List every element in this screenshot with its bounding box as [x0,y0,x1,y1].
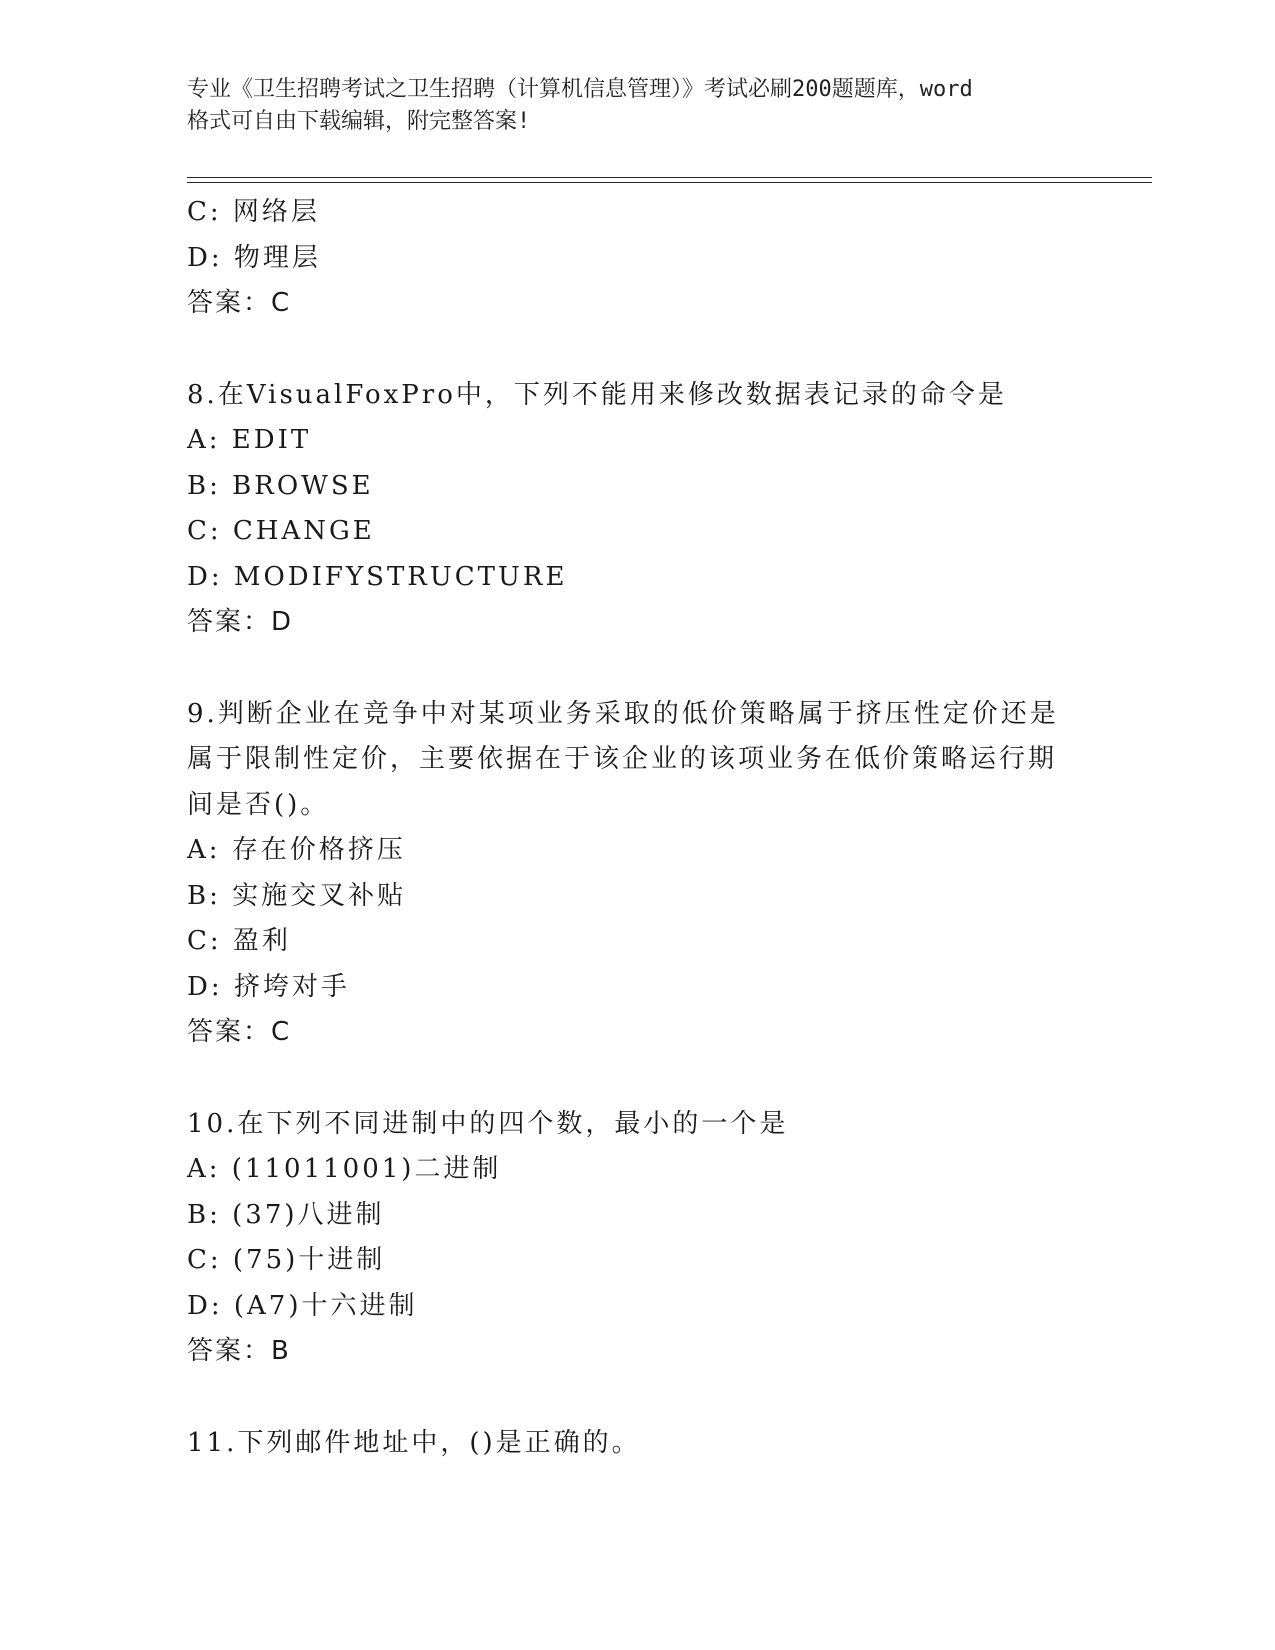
q11-question: 11.下列邮件地址中，()是正确的。 [187,1427,641,1458]
q10-option-b: B: (37)八进制 [187,1199,385,1230]
q8-option-c: C: CHANGE [187,516,375,546]
q9-option-a: A: 存在价格挤压 [187,835,406,865]
question-8 [187,373,1087,646]
header-rule-bottom [187,182,1152,183]
q9-option-d: D: 挤垮对手 [187,971,350,1002]
document-header [187,74,1087,138]
q9-option-c: C: 盈利 [187,926,291,956]
question-7 [187,190,1087,327]
q8-option-d: D: MODIFYSTRUCTURE [187,561,568,592]
spacer [187,1375,1087,1421]
spacer [187,646,1087,692]
q9-option-b: B: 实施交叉补贴 [187,880,407,911]
question-9 [187,692,1087,1056]
header-line-2: 格式可自由下载编辑，附完整答案! [187,109,531,134]
question-11 [187,1421,1087,1467]
q8-option-a: A: EDIT [187,425,312,455]
q10-option-d: D: (A7)十六进制 [187,1290,418,1321]
q7-answer: 答案：C [187,288,292,318]
q9-question-line-1: 9.判断企业在竞争中对某项业务采取的低价策略属于挤压性定价还是 [187,698,1059,729]
q7-option-d: D: 物理层 [187,242,321,273]
spacer [187,327,1087,373]
q10-question: 10.在下列不同进制中的四个数，最小的一个是 [187,1108,789,1139]
q7-option-c: C: 网络层 [187,197,320,227]
q10-option-c: C: (75)十进制 [187,1245,386,1275]
q9-question-line-3: 间是否()。 [187,789,330,820]
header-line-1: 专业《卫生招聘考试之卫生招聘（计算机信息管理）》考试必刷200题题库，word [187,77,973,102]
q10-answer: 答案：B [187,1336,291,1366]
q9-question-line-2: 属于限制性定价，主要依据在于该企业的该项业务在低价策略运行期 [187,744,1058,774]
q8-question: 8.在VisualFoxPro中，下列不能用来修改数据表记录的命令是 [187,379,1007,410]
q8-option-b: B: BROWSE [187,470,374,501]
header-rule-top [187,177,1152,178]
q8-answer: 答案：D [187,607,294,637]
document-body [187,190,1087,1466]
q9-answer: 答案：C [187,1017,292,1047]
question-10 [187,1102,1087,1375]
q10-option-a: A: (11011001)二进制 [187,1154,502,1184]
spacer [187,1056,1087,1102]
